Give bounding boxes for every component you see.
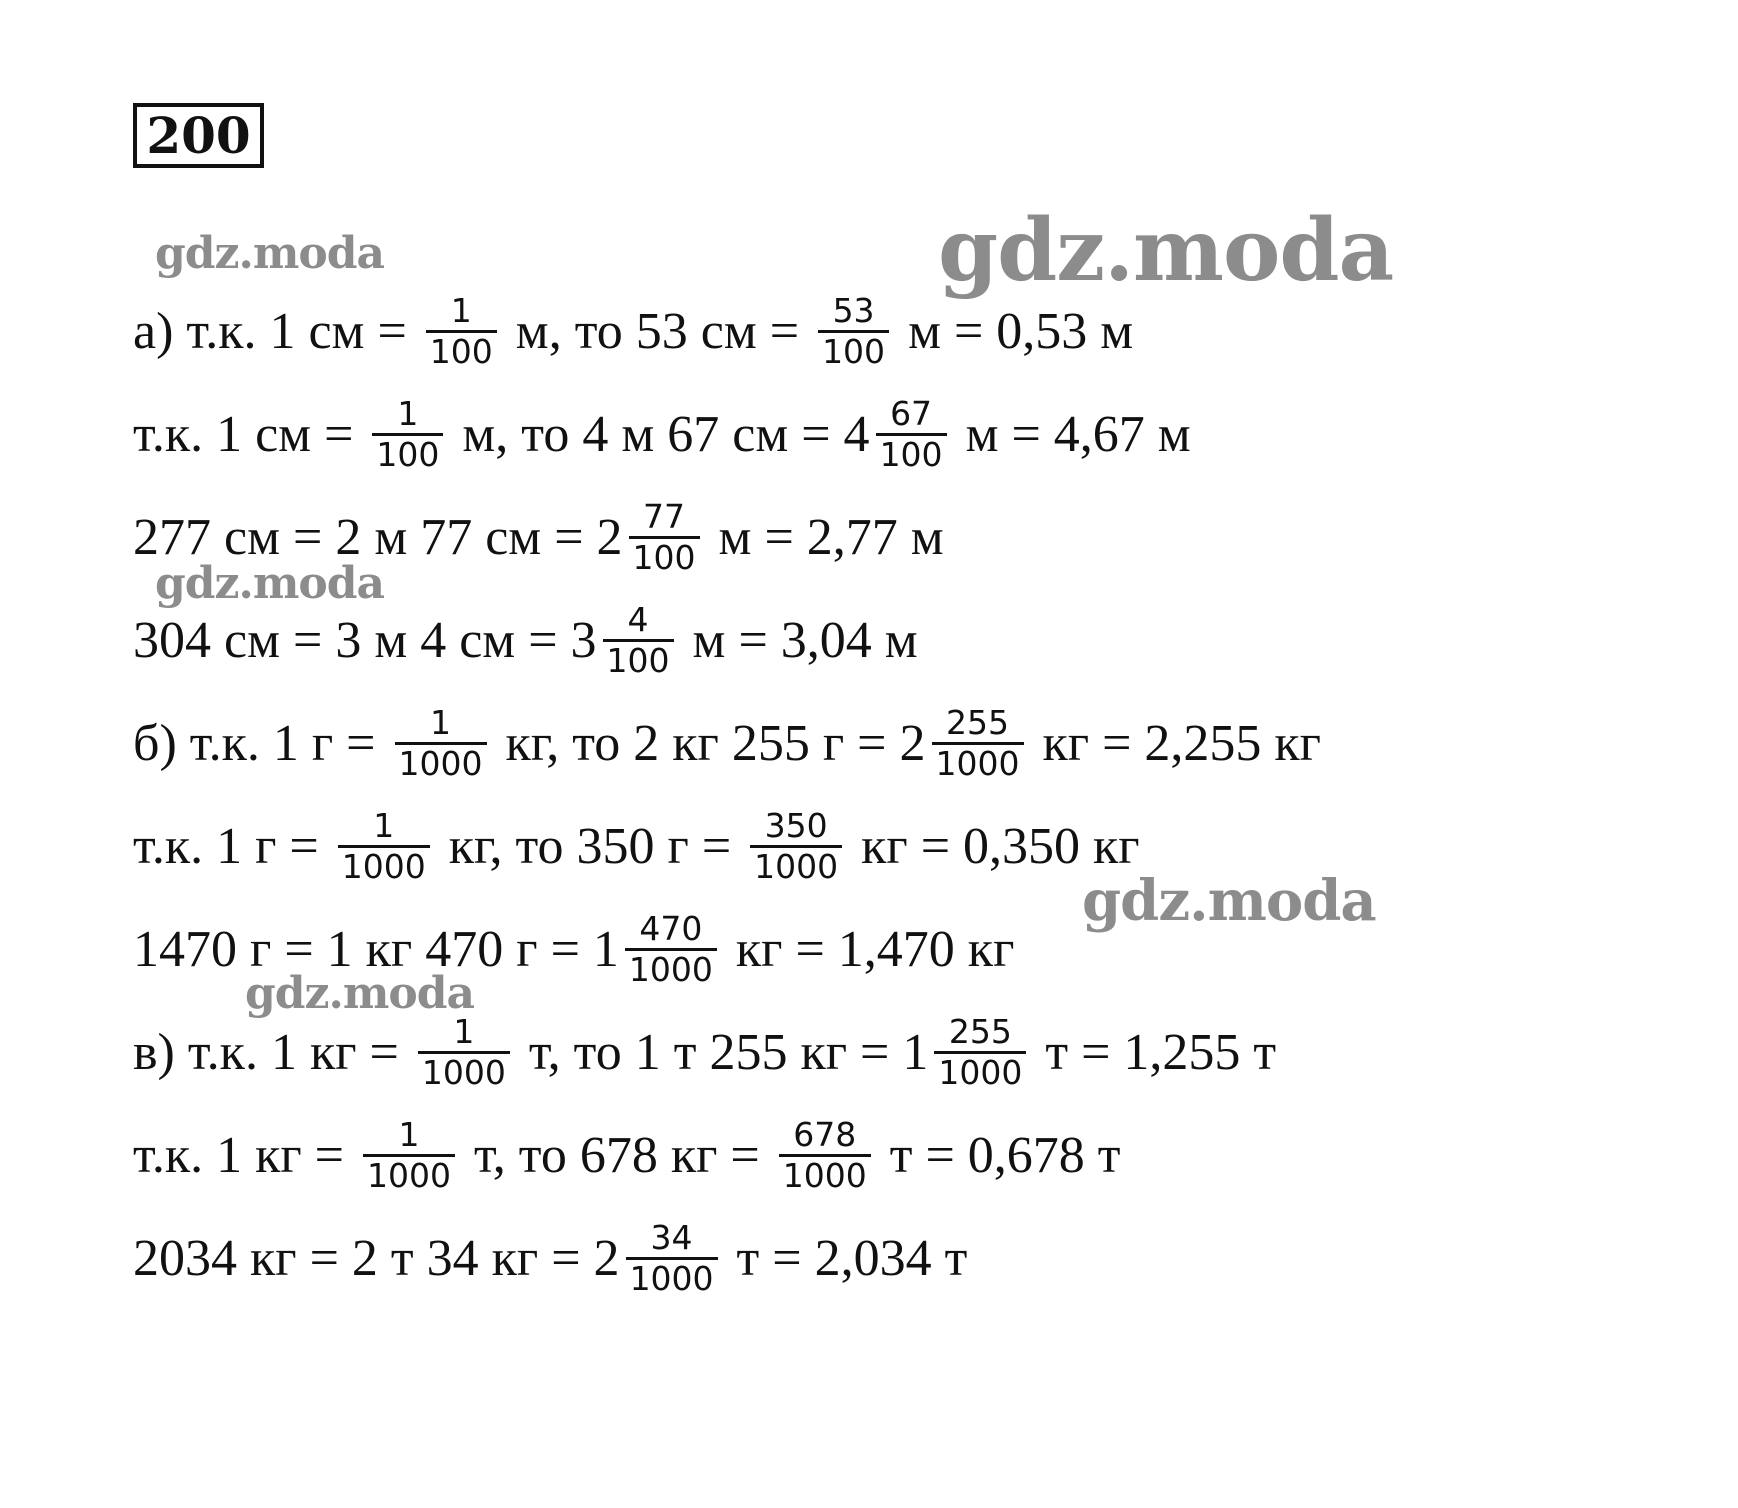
line-text: т.к. 1 см = [133, 405, 367, 463]
line-text: 1470 г = 1 кг 470 г = 1 [133, 920, 619, 978]
line-text: кг = 0,350 кг [848, 817, 1140, 875]
watermark: gdz.moda [155, 558, 385, 609]
solution-line [133, 590, 918, 690]
fraction [932, 704, 1024, 783]
line-text: кг, то 350 г = [435, 817, 745, 875]
fraction-numerator: 1 [398, 1114, 420, 1154]
fraction-numerator: 53 [832, 290, 875, 330]
line-text: а) т.к. 1 см = [133, 302, 420, 360]
line-text: т = 1,255 т [1032, 1023, 1277, 1081]
fraction [426, 292, 497, 371]
fraction [934, 1013, 1026, 1092]
solution-line [133, 796, 1140, 896]
fraction-denominator: 100 [632, 537, 696, 577]
fraction-numerator: 1 [397, 393, 419, 433]
fraction-numerator: 67 [890, 393, 933, 433]
solution-line [133, 487, 944, 587]
fraction-numerator: 1 [453, 1011, 475, 1051]
fraction-numerator: 1 [373, 805, 395, 845]
fraction [779, 1116, 871, 1195]
line-text: т, то 678 кг = [460, 1126, 773, 1184]
fraction-numerator: 255 [948, 1011, 1012, 1051]
line-text: б) т.к. 1 г = [133, 714, 389, 772]
solution-line [133, 384, 1191, 484]
line-text: т = 0,678 т [876, 1126, 1121, 1184]
fraction-denominator: 100 [376, 434, 440, 474]
watermark: gdz.moda [245, 968, 475, 1019]
solution-line [133, 1002, 1276, 1102]
solution-line [133, 281, 1133, 381]
line-text: кг = 2,255 кг [1029, 714, 1322, 772]
solution-line [133, 1208, 967, 1308]
line-text: т = 2,034 т [723, 1229, 968, 1287]
fraction-numerator: 77 [643, 496, 686, 536]
watermark: gdz.moda [1082, 868, 1376, 934]
fraction [603, 601, 674, 680]
watermark: gdz.moda [938, 200, 1394, 301]
fraction [395, 704, 487, 783]
line-text: т, то 1 т 255 кг = 1 [515, 1023, 929, 1081]
line-text: м, то 53 см = [502, 302, 813, 360]
fraction-numerator: 470 [639, 908, 703, 948]
line-text: 304 см = 3 м 4 см = 3 [133, 611, 597, 669]
fraction-denominator: 1000 [754, 846, 839, 886]
line-text: м, то 4 м 67 см = 4 [449, 405, 870, 463]
fraction-denominator: 1000 [421, 1052, 506, 1092]
line-text: 2034 кг = 2 т 34 кг = 2 [133, 1229, 620, 1287]
fraction-numerator: 350 [764, 805, 828, 845]
fraction [750, 807, 842, 886]
fraction [418, 1013, 510, 1092]
line-text: т.к. 1 кг = [133, 1126, 357, 1184]
fraction-denominator: 1000 [935, 743, 1020, 783]
line-text: кг = 1,470 кг [722, 920, 1015, 978]
fraction [338, 807, 430, 886]
line-text: 277 см = 2 м 77 см = 2 [133, 508, 623, 566]
fraction-denominator: 1000 [938, 1052, 1023, 1092]
fraction-denominator: 1000 [398, 743, 483, 783]
fraction-numerator: 1 [430, 702, 451, 742]
line-text: в) т.к. 1 кг = [133, 1023, 412, 1081]
fraction [363, 1116, 455, 1195]
fraction [625, 910, 717, 989]
solution-line [133, 693, 1321, 793]
fraction [876, 395, 947, 474]
watermark: gdz.moda [155, 228, 385, 279]
line-text: м = 2,77 м [705, 508, 944, 566]
fraction-denominator: 100 [606, 640, 670, 680]
solution-line [133, 1105, 1121, 1205]
line-text: м = 3,04 м [679, 611, 918, 669]
fraction-denominator: 1000 [341, 846, 426, 886]
fraction-numerator: 34 [650, 1217, 693, 1257]
fraction-denominator: 100 [429, 331, 493, 371]
fraction-denominator: 1000 [628, 949, 713, 989]
fraction-numerator: 1 [450, 290, 472, 330]
fraction-denominator: 100 [822, 331, 886, 371]
fraction [626, 1219, 718, 1298]
problem-number: 200 [146, 106, 251, 165]
fraction-numerator: 678 [793, 1114, 857, 1154]
solution-line [133, 899, 1014, 999]
fraction-denominator: 100 [879, 434, 943, 474]
fraction-numerator: 4 [627, 599, 649, 639]
line-text: кг, то 2 кг 255 г = 2 [492, 714, 926, 772]
fraction [629, 498, 700, 577]
line-text: м = 0,53 м [895, 302, 1134, 360]
problem-number-box [133, 103, 264, 168]
fraction-denominator: 1000 [367, 1155, 451, 1195]
fraction-denominator: 1000 [629, 1258, 714, 1298]
fraction-denominator: 1000 [782, 1155, 867, 1195]
line-text: т.к. 1 г = [133, 817, 332, 875]
fraction [818, 292, 889, 371]
fraction [372, 395, 443, 474]
fraction-numerator: 255 [946, 702, 1009, 742]
line-text: м = 4,67 м [952, 405, 1191, 463]
